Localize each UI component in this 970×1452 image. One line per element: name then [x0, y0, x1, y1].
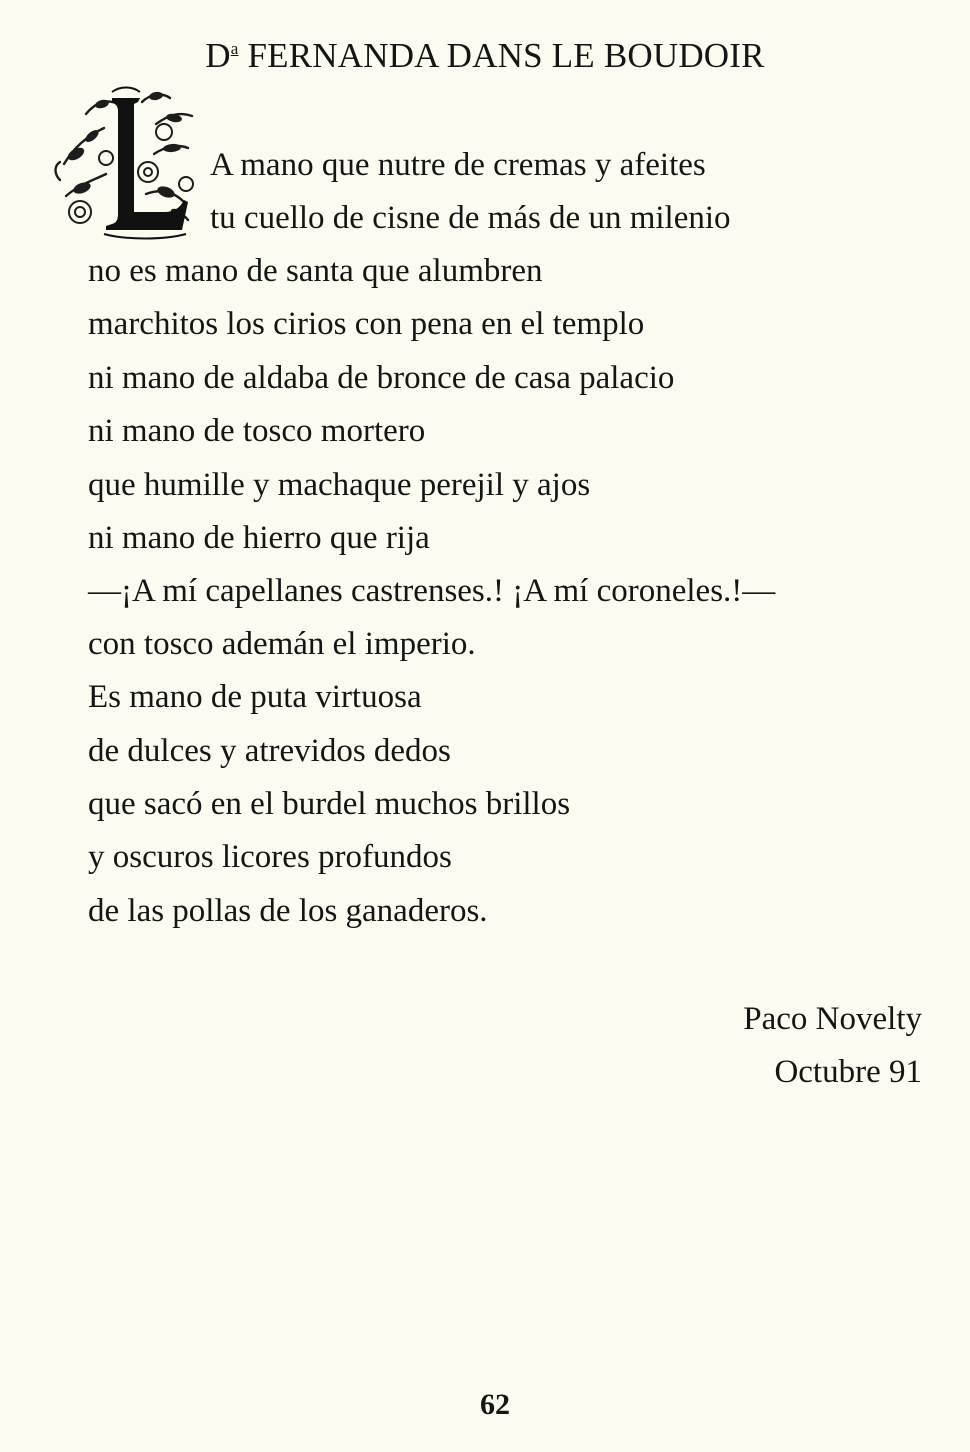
poem-line: Es mano de puta virtuosa: [88, 679, 422, 715]
poem-line: de las pollas de los ganaderos.: [88, 893, 488, 929]
poem-line: que sacó en el burdel muchos brillos: [88, 786, 571, 822]
poem-line: marchitos los cirios con pena en el templo: [88, 306, 645, 342]
title-prefix: D: [205, 36, 231, 75]
drop-cap: [46, 84, 202, 244]
title-text: FERNANDA DANS LE BOUDOIR: [247, 36, 765, 75]
floral-initial-icon: [46, 84, 202, 244]
poem-line: ni mano de aldaba de bronce de casa palacio: [88, 360, 675, 396]
poem-line: —¡A mí capellanes castrenses.! ¡A mí coroneles.!—: [88, 573, 776, 609]
poem-line: tu cuello de cisne de más de un milenio: [210, 200, 731, 236]
poem-line: con tosco ademán el imperio.: [88, 626, 476, 662]
page-number: 62: [480, 1388, 510, 1421]
poem-line: ni mano de hierro que rija: [88, 520, 430, 556]
poem-line: A mano que nutre de cremas y afeites: [210, 147, 706, 183]
title-superscript: a: [230, 39, 239, 58]
poem-line: no es mano de santa que alumbren: [88, 253, 543, 289]
signature-date: Octubre 91: [774, 1054, 922, 1090]
poem-line: y oscuros licores profundos: [88, 839, 452, 875]
poem-line: de dulces y atrevidos dedos: [88, 733, 451, 769]
page-title: [0, 36, 970, 76]
poem-line: ni mano de tosco mortero: [88, 413, 426, 449]
poem-line: que humille y machaque perejil y ajos: [88, 467, 591, 503]
signature-author: Paco Novelty: [743, 1001, 922, 1037]
